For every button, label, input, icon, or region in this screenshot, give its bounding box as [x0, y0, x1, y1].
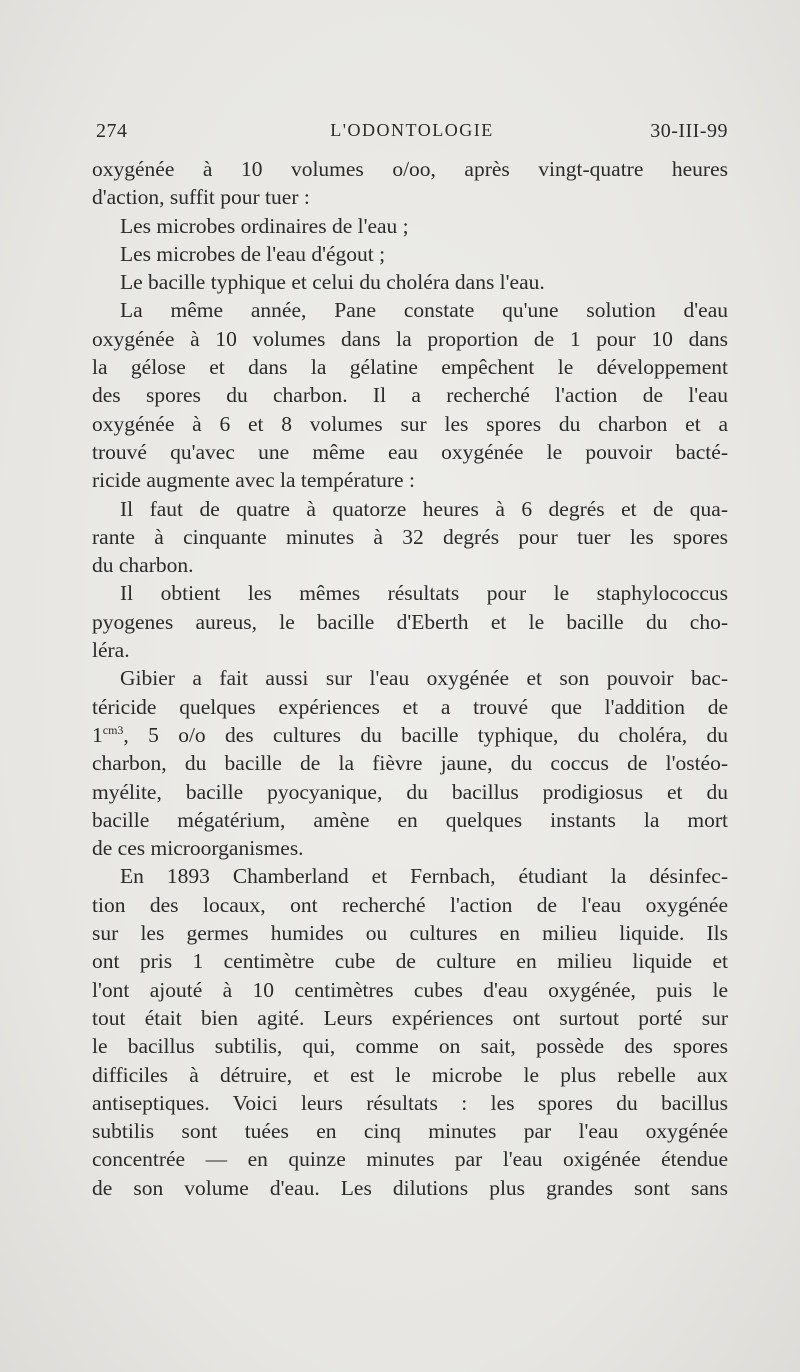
text-line: Gibier a fait aussi sur l'eau oxygénée et son pouvoir bac- [120, 666, 728, 691]
text-line: bacille mégatérium, amène en quelques instants la mort [92, 807, 728, 832]
text-line: l'ont ajouté à 10 centimètres cubes d'eau oxygénée, puis le [92, 977, 728, 1002]
text-line: antiseptiques. Voici leurs résultats : les spores du bacillus [92, 1090, 728, 1115]
text-line: Il obtient les mêmes résultats pour le staphylococcus [120, 581, 728, 606]
text-line: trouvé qu'avec une même eau oxygénée le pouvoir bacté- [92, 439, 728, 464]
page-number: 274 [96, 120, 128, 142]
text-line: ricide augmente avec la température : [92, 468, 415, 493]
text-line: ont pris 1 centimètre cube de culture en milieu liquide et [92, 949, 728, 974]
text-line [92, 721, 728, 749]
text-line: concentrée — en quinze minutes par l'eau oxigénée étendue [92, 1147, 728, 1172]
text-line: Il faut de quatre à quatorze heures à 6 degrés et de qua- [120, 496, 728, 521]
text-line: sur les germes humides ou cultures en milieu liquide. Ils [92, 921, 728, 946]
unit-superscript: cm3 [102, 722, 124, 737]
text-line: difficiles à détruire, et est le microbe le plus rebelle aux [92, 1062, 728, 1087]
text-line: pyogenes aureus, le bacille d'Eberth et le bacille du cho- [92, 609, 728, 634]
text-line: de ces microorganismes. [92, 836, 304, 861]
text-line: subtilis sont tuées en cinq minutes par l'eau oxygénée [92, 1119, 728, 1144]
text-line: charbon, du bacille de la fièvre jaune, du coccus de l'ostéo- [92, 751, 728, 776]
text-line: myélite, bacille pyocyanique, du bacillus prodigiosus et du [92, 779, 728, 804]
running-header [96, 120, 728, 150]
text-line: d'action, suffit pour tuer : [92, 185, 310, 210]
text-line: Le bacille typhique et celui du choléra dans l'eau. [120, 270, 545, 295]
text-line: téricide quelques expériences et a trouvé que l'addition de [92, 694, 728, 719]
text-line: la gélose et dans la gélatine empêchent le développement [92, 355, 728, 380]
issue-date: 30-III-99 [650, 120, 728, 142]
text-line: La même année, Pane constate qu'une solution d'eau [120, 298, 728, 323]
text-line: oxygénée à 10 volumes dans la proportion de 1 pour 10 dans [92, 326, 728, 351]
text-line-rest: , 5 o/o des cultures du bacille typhique, du choléra, du [123, 722, 728, 747]
text-line: oxygénée à 10 volumes o/oo, après vingt-quatre heures [92, 157, 728, 181]
text-line: du charbon. [92, 553, 194, 578]
text-line: des spores du charbon. Il a recherché l'action de l'eau [92, 383, 728, 408]
body-text [92, 155, 728, 1202]
text-line-prefix: 1 [92, 722, 103, 747]
text-line: Les microbes de l'eau d'égout ; [120, 241, 386, 266]
text-line: oxygénée à 6 et 8 volumes sur les spores du charbon et a [92, 411, 728, 436]
text-line: le bacillus subtilis, qui, comme on sait, possède des spores [92, 1034, 728, 1059]
text-line: rante à cinquante minutes à 32 degrés pour tuer les spores [92, 524, 728, 549]
text-line: de son volume d'eau. Les dilutions plus grandes sont sans [92, 1175, 728, 1200]
text-line: Les microbes ordinaires de l'eau ; [120, 213, 409, 238]
text-line: tion des locaux, ont recherché l'action de l'eau oxygénée [92, 892, 728, 917]
running-title: L'ODONTOLOGIE [330, 120, 494, 140]
text-line: léra. [92, 638, 130, 663]
text-line: tout était bien agité. Leurs expériences ont surtout porté sur [92, 1005, 728, 1030]
text-line: En 1893 Chamberland et Fernbach, étudiant la désinfec- [120, 864, 728, 889]
